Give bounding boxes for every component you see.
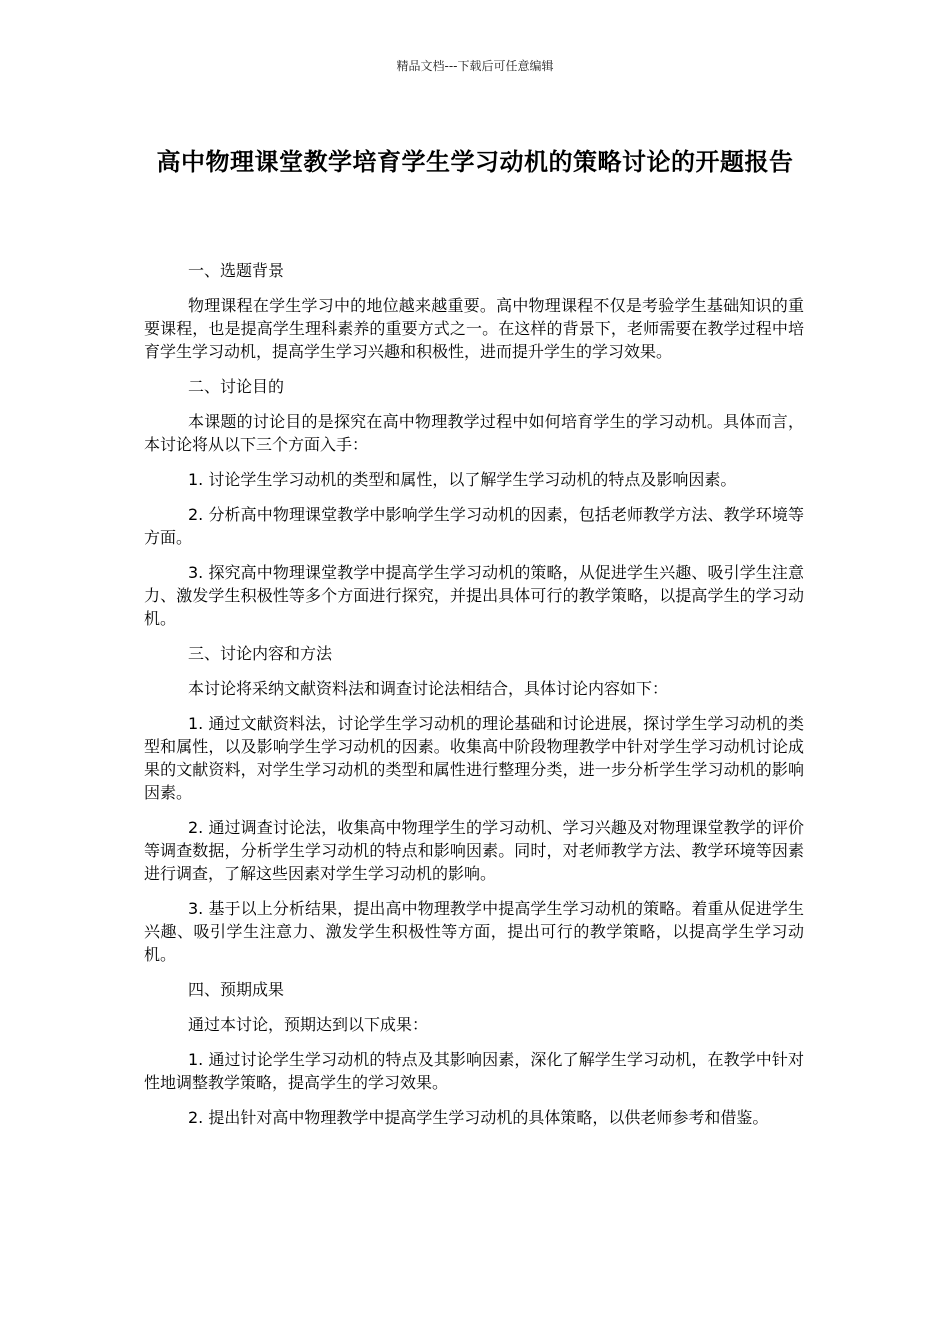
list-item: 1. 通过文献资料法，讨论学生学习动机的理论基础和讨论进展，探讨学生学习动机的类型和属性，以及影响学生学习动机的因素。收集高中阶段物理教学中针对学生学习动机讨论成果的文献资料，对学生学习动机的类型和属性进行整理分类，进一步分析学生学习动机的影响因素。 <box>144 714 804 802</box>
list-item: 2. 提出针对高中物理教学中提高学生学习动机的具体策略，以供老师参考和借鉴。 <box>188 1108 769 1127</box>
section-heading-content-method: 三、讨论内容和方法 <box>188 644 333 663</box>
list-item: 2. 通过调查讨论法，收集高中物理学生的学习动机、学习兴趣及对物理课堂教学的评价等调查数据，分析学生学习动机的特点和影响因素。同时，对老师教学方法、教学环境等因素进行调查，了解这些因素对学生学习动机的影响。 <box>144 818 804 883</box>
list-item: 1. 通过讨论学生学习动机的特点及其影响因素，深化了解学生学习动机，在教学中针对性地调整教学策略，提高学生的学习效果。 <box>144 1050 804 1092</box>
list-item: 2. 分析高中物理课堂教学中影响学生学习动机的因素，包括老师教学方法、教学环境等方面。 <box>144 505 804 547</box>
document-title: 高中物理课堂教学培育学生学习动机的策略讨论的开题报告 <box>156 148 794 176</box>
section-heading-background: 一、选题背景 <box>188 261 285 280</box>
paragraph: 物理课程在学生学习中的地位越来越重要。高中物理课程不仅是考验学生基础知识的重要课程，也是提高学生理科素养的重要方式之一。在这样的背景下，老师需要在教学过程中培育学生学习动机，提高学生学习兴趣和积极性，进而提升学生的学习效果。 <box>144 296 804 361</box>
document-body <box>144 259 804 1141</box>
section-heading-expected-results: 四、预期成果 <box>188 980 285 999</box>
section-heading-purpose: 二、讨论目的 <box>188 377 285 396</box>
paragraph: 本课题的讨论目的是探究在高中物理教学过程中如何培育学生的学习动机。具体而言，本讨论将从以下三个方面入手： <box>144 412 804 454</box>
list-item: 3. 基于以上分析结果，提出高中物理教学中提高学生学习动机的策略。着重从促进学生兴趣、吸引学生注意力、激发学生积极性等方面，提出可行的教学策略，以提高学生学习动机。 <box>144 899 804 964</box>
paragraph: 通过本讨论，预期达到以下成果： <box>188 1015 429 1034</box>
list-item: 3. 探究高中物理课堂教学中提高学生学习动机的策略，从促进学生兴趣、吸引学生注意力、激发学生积极性等多个方面进行探究，并提出具体可行的教学策略，以提高学生的学习动机。 <box>144 563 804 628</box>
list-item: 1. 讨论学生学习动机的类型和属性，以了解学生学习动机的特点及影响因素。 <box>188 470 737 489</box>
paragraph: 本讨论将采纳文献资料法和调查讨论法相结合，具体讨论内容如下： <box>188 679 669 698</box>
header-note: 精品文档---下载后可任意编辑 <box>396 59 554 73</box>
